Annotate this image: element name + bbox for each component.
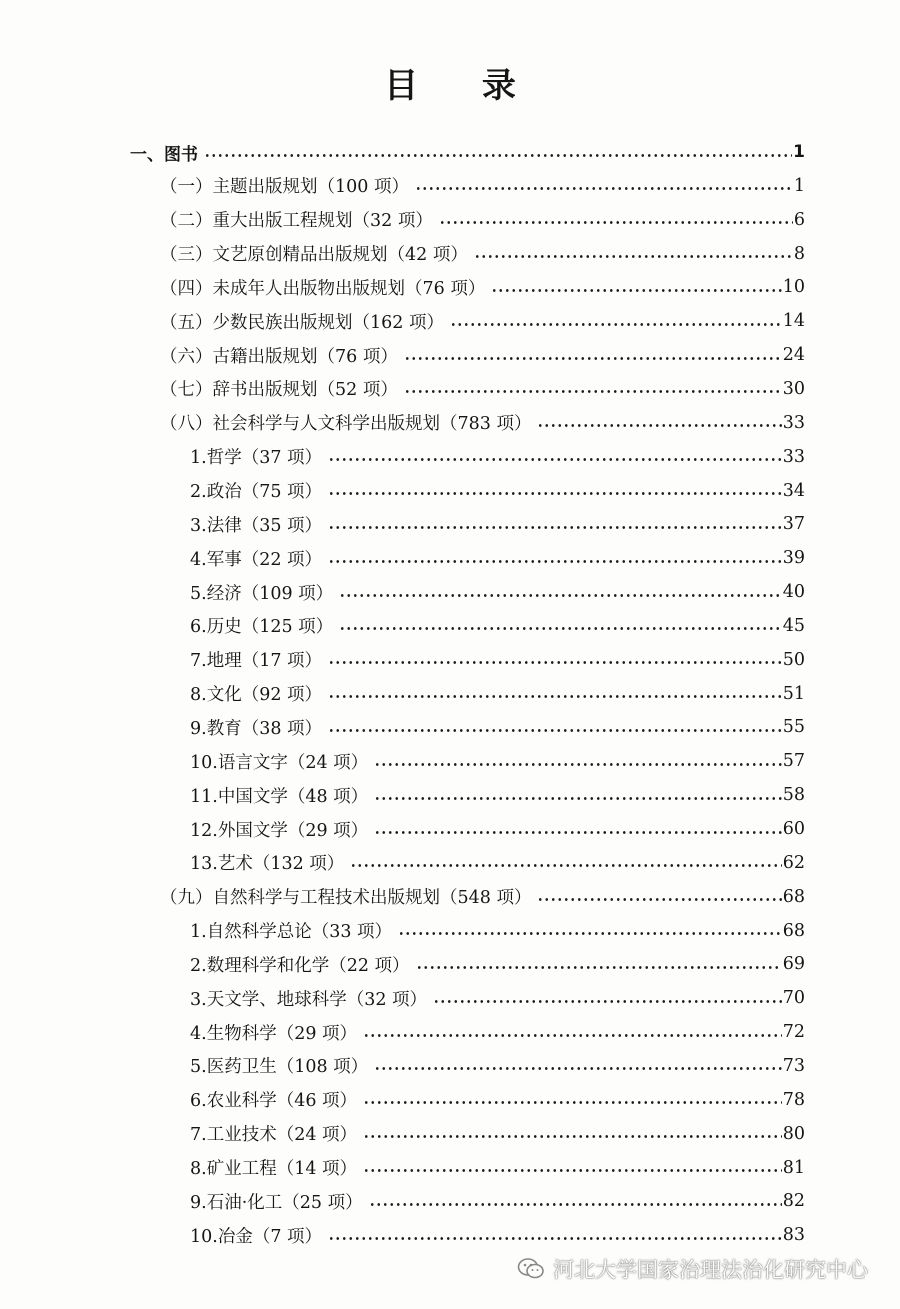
toc-entry-page: 1 <box>793 142 805 162</box>
toc-dot-leader <box>398 931 782 936</box>
toc-entry-label: （八）社会科学与人文科学出版规划（783 项） <box>160 414 532 435</box>
toc-dot-leader <box>537 423 781 428</box>
toc-entry-label: 9.石油·化工（25 项） <box>190 1192 363 1213</box>
toc-entry-page: 83 <box>782 1225 805 1246</box>
toc-entry <box>190 679 805 709</box>
toc-dot-leader <box>404 389 782 394</box>
toc-entry-page: 10 <box>782 277 805 298</box>
toc-entry-label: 7.工业技术（24 项） <box>190 1125 358 1146</box>
toc-entry <box>160 408 805 438</box>
toc-entry <box>160 239 805 269</box>
toc-entry <box>190 746 805 776</box>
toc-entry <box>190 543 805 573</box>
toc-entry-page: 33 <box>782 446 805 467</box>
toc-dot-leader <box>328 457 782 462</box>
toc-dot-leader <box>450 322 782 327</box>
toc-dot-leader <box>328 525 782 530</box>
toc-entry-page: 14 <box>782 311 805 332</box>
toc-dot-leader <box>350 863 781 868</box>
toc-entry <box>190 1085 805 1115</box>
toc-dot-leader <box>491 288 781 293</box>
wechat-icon <box>517 1257 545 1281</box>
toc-dot-leader <box>363 1033 782 1038</box>
toc-dot-leader <box>537 897 781 902</box>
toc-entry-label: 10.语言文字（24 项） <box>190 752 369 773</box>
toc-entry-page: 81 <box>782 1157 805 1178</box>
page-title: 目 录 <box>384 66 542 106</box>
toc-entry-page: 80 <box>782 1123 805 1144</box>
toc-entry-page: 55 <box>782 717 805 738</box>
toc-dot-leader <box>404 356 782 361</box>
toc-dot-leader <box>439 220 793 225</box>
toc-entry-label: 6.历史（125 项） <box>190 617 334 638</box>
toc-entry-label: （九）自然科学与工程技术出版规划（548 项） <box>160 888 532 909</box>
toc-dot-leader <box>328 694 782 699</box>
toc-entry <box>190 442 805 472</box>
toc-entry-page: 68 <box>782 886 805 907</box>
toc-dot-leader <box>369 1202 782 1207</box>
toc-dot-leader <box>374 762 782 767</box>
toc-dot-leader <box>374 796 782 801</box>
toc-entry-label: （六）古籍出版规划（76 项） <box>160 346 398 367</box>
toc-entry-label: 4.军事（22 项） <box>190 549 323 570</box>
toc-entry-label: （四）未成年人出版物出版规划（76 项） <box>160 278 486 299</box>
toc-entry-label: 3.天文学、地球科学（32 项） <box>190 989 428 1010</box>
toc-dot-leader <box>374 1066 782 1071</box>
toc-entry <box>190 1186 805 1216</box>
toc-entry-page: 73 <box>782 1055 805 1076</box>
toc-entry-page: 37 <box>782 514 805 535</box>
toc-entry-label: 13.艺术（132 项） <box>190 854 345 875</box>
toc-entry-page: 69 <box>782 954 805 975</box>
toc-dot-leader <box>328 728 782 733</box>
toc-entry-label: （七）辞书出版规划（52 项） <box>160 380 398 401</box>
toc-entry <box>160 205 805 235</box>
toc-entry <box>190 814 805 844</box>
toc-entry-page: 62 <box>782 852 805 873</box>
toc-entry-label: 1.自然科学总论（33 项） <box>190 922 393 943</box>
toc-dot-leader <box>474 254 793 259</box>
toc-entry <box>160 374 805 404</box>
toc-entry <box>190 1017 805 1047</box>
toc-dot-leader <box>328 1236 782 1241</box>
toc-entry <box>160 171 805 201</box>
toc-dot-leader <box>415 186 793 191</box>
toc-entry-page: 6 <box>793 209 805 230</box>
watermark-text: 河北大学国家治理法治化研究中心 <box>553 1258 868 1282</box>
toc-entry <box>190 577 805 607</box>
toc-entry-label: （五）少数民族出版规划（162 项） <box>160 312 444 333</box>
watermark <box>517 1254 868 1284</box>
toc-entry-label: 10.冶金（7 项） <box>190 1226 323 1247</box>
toc-entry-page: 82 <box>782 1191 805 1212</box>
toc-entry-label: 5.医药卫生（108 项） <box>190 1057 369 1078</box>
toc-dot-leader <box>328 559 782 564</box>
toc-entry-page: 33 <box>782 412 805 433</box>
toc-entry <box>190 916 805 946</box>
toc-entry <box>190 949 805 979</box>
toc-entry <box>190 983 805 1013</box>
toc-entry-page: 39 <box>782 548 805 569</box>
toc-entry <box>190 645 805 675</box>
toc-dot-leader <box>433 999 782 1004</box>
toc-entry <box>130 137 805 167</box>
toc-entry <box>190 509 805 539</box>
toc-entry-page: 58 <box>782 785 805 806</box>
toc-entry-label: （二）重大出版工程规划（32 项） <box>160 211 433 232</box>
toc-entry-label: 1.哲学（37 项） <box>190 448 323 469</box>
toc-entry-label: 9.教育（38 项） <box>190 718 323 739</box>
toc-entry-page: 45 <box>782 615 805 636</box>
toc-entry <box>190 780 805 810</box>
toc-entry-page: 51 <box>782 683 805 704</box>
toc-entry-label: 4.生物科学（29 项） <box>190 1023 358 1044</box>
toc-entry-label: 2.数理科学和化学（22 项） <box>190 955 410 976</box>
toc-entry-page: 1 <box>793 175 805 196</box>
toc-dot-leader <box>374 830 782 835</box>
toc-entry-label: 8.矿业工程（14 项） <box>190 1159 358 1179</box>
toc-entry <box>190 476 805 506</box>
toc-entry-label: （一）主题出版规划（100 项） <box>160 177 409 198</box>
toc-entry <box>190 1153 805 1183</box>
toc-entry <box>190 712 805 742</box>
toc-entry-label: 12.外国文学（29 项） <box>190 820 369 841</box>
toc-entry-page: 72 <box>782 1022 805 1043</box>
toc-entry-page: 34 <box>782 480 805 501</box>
toc-entry-label: 8.文化（92 项） <box>190 685 323 706</box>
toc-entry-page: 68 <box>782 920 805 941</box>
toc-entry-label: 7.地理（17 项） <box>190 651 323 672</box>
toc-entry-page: 40 <box>782 582 805 603</box>
toc-dot-leader <box>363 1134 782 1139</box>
toc-entry-page: 70 <box>782 988 805 1009</box>
toc-entry-label: 5.经济（109 项） <box>190 583 334 604</box>
toc-entry <box>160 272 805 302</box>
toc-entry <box>160 306 805 336</box>
toc-entry-label: 6.农业科学（46 项） <box>190 1091 358 1112</box>
toc-dot-leader <box>363 1100 782 1105</box>
toc-dot-leader <box>328 660 782 665</box>
toc-entry-page: 57 <box>782 751 805 772</box>
toc-entry <box>160 882 805 912</box>
toc-entry <box>190 1220 805 1250</box>
toc-entry <box>190 848 805 878</box>
toc-entry <box>160 340 805 370</box>
toc-entry-page: 60 <box>782 819 805 839</box>
toc-entry-page: 50 <box>782 649 805 670</box>
toc-entry <box>190 1119 805 1149</box>
toc-entry-page: 30 <box>782 378 805 399</box>
toc-entry <box>190 1051 805 1081</box>
toc-dot-leader <box>204 153 792 158</box>
toc-entry-page: 78 <box>782 1089 805 1110</box>
toc-entry <box>190 611 805 641</box>
toc-dot-leader <box>363 1168 782 1173</box>
toc-dot-leader <box>339 593 782 598</box>
toc-dot-leader <box>416 965 782 970</box>
toc-dot-leader <box>328 491 782 496</box>
toc-entry-label: 11.中国文学（48 项） <box>190 786 369 807</box>
toc-entry-page: 8 <box>793 243 805 264</box>
toc-entry-label: 2.政治（75 项） <box>190 482 323 502</box>
toc-dot-leader <box>339 626 782 631</box>
toc-entry-page: 24 <box>782 345 805 366</box>
toc-entry-label: 3.法律（35 项） <box>190 515 323 536</box>
toc-entry-label: 一、图书 <box>130 144 198 165</box>
toc-entry-label: （三）文艺原创精品出版规划（42 项） <box>160 245 468 266</box>
